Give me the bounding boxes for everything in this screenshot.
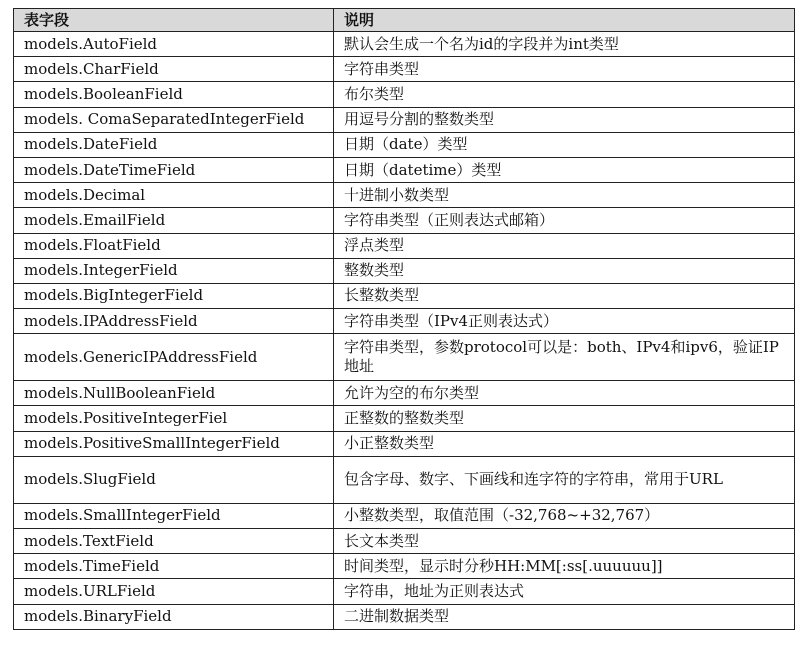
description-cell: 用逗号分割的整数类型: [334, 107, 795, 132]
field-name-cell: models.EmailField: [14, 208, 334, 233]
description-cell: 二进制数据类型: [334, 604, 795, 629]
field-name-cell: models.GenericIPAddressField: [14, 334, 334, 381]
field-name-cell: models.TextField: [14, 529, 334, 554]
table-row: [14, 157, 795, 182]
table-row: [14, 233, 795, 258]
field-name-cell: models.DateTimeField: [14, 157, 334, 182]
field-name-cell: models.CharField: [14, 57, 334, 82]
description-cell: 默认会生成一个名为id的字段并为int类型: [334, 32, 795, 57]
description-cell: 时间类型，显示时分秒HH:MM[:ss[.uuuuuu]]: [334, 554, 795, 579]
field-table-container: [13, 8, 794, 630]
table-row: [14, 107, 795, 132]
header-field: 表字段: [14, 9, 334, 32]
table-row: [14, 283, 795, 308]
header-description: 说明: [334, 9, 795, 32]
field-name-cell: models.FloatField: [14, 233, 334, 258]
field-name-cell: models.PositiveIntegerFiel: [14, 406, 334, 431]
description-cell: 字符串类型（IPv4正则表达式）: [334, 309, 795, 334]
table-row: [14, 334, 795, 381]
field-name-cell: models.IPAddressField: [14, 309, 334, 334]
field-name-cell: models.AutoField: [14, 32, 334, 57]
description-cell: 包含字母、数字、下画线和连字符的字符串，常用于URL: [334, 456, 795, 503]
description-cell: 长整数类型: [334, 283, 795, 308]
table-row: [14, 503, 795, 528]
description-cell: 字符串，地址为正则表达式: [334, 579, 795, 604]
table-row: [14, 406, 795, 431]
field-name-cell: models.IntegerField: [14, 258, 334, 283]
table-row: [14, 529, 795, 554]
table-row: [14, 258, 795, 283]
field-name-cell: models.BooleanField: [14, 82, 334, 107]
table-row: [14, 604, 795, 629]
table-row: [14, 57, 795, 82]
field-name-cell: models.NullBooleanField: [14, 381, 334, 406]
table-row: [14, 132, 795, 157]
table-row: [14, 183, 795, 208]
description-cell: 日期（date）类型: [334, 132, 795, 157]
table-row: [14, 309, 795, 334]
field-name-cell: models.PositiveSmallIntegerField: [14, 431, 334, 456]
field-name-cell: models.URLField: [14, 579, 334, 604]
table-row: [14, 579, 795, 604]
field-name-cell: models.BinaryField: [14, 604, 334, 629]
description-cell: 允许为空的布尔类型: [334, 381, 795, 406]
field-name-cell: models. ComaSeparatedIntegerField: [14, 107, 334, 132]
description-cell: 布尔类型: [334, 82, 795, 107]
description-cell: 正整数的整数类型: [334, 406, 795, 431]
description-cell: 长文本类型: [334, 529, 795, 554]
field-name-cell: models.DateField: [14, 132, 334, 157]
description-cell: 字符串类型: [334, 57, 795, 82]
table-row: [14, 82, 795, 107]
table-row: [14, 208, 795, 233]
description-cell: 整数类型: [334, 258, 795, 283]
field-name-cell: models.Decimal: [14, 183, 334, 208]
table-row: [14, 381, 795, 406]
description-cell: 十进制小数类型: [334, 183, 795, 208]
field-name-cell: models.TimeField: [14, 554, 334, 579]
table-row: [14, 554, 795, 579]
table-header-row: [14, 9, 795, 32]
field-name-cell: models.BigIntegerField: [14, 283, 334, 308]
description-cell: 日期（datetime）类型: [334, 157, 795, 182]
table-row: [14, 431, 795, 456]
field-name-cell: models.SlugField: [14, 456, 334, 503]
table-row: [14, 456, 795, 503]
description-cell: 小整数类型，取值范围（-32,768~+32,767）: [334, 503, 795, 528]
description-cell: 浮点类型: [334, 233, 795, 258]
description-cell: 小正整数类型: [334, 431, 795, 456]
table-row: [14, 32, 795, 57]
description-cell: 字符串类型（正则表达式邮箱）: [334, 208, 795, 233]
field-name-cell: models.SmallIntegerField: [14, 503, 334, 528]
field-type-table: [13, 8, 795, 630]
description-cell: 字符串类型，参数protocol可以是：both、IPv4和ipv6，验证IP地址: [334, 334, 795, 381]
